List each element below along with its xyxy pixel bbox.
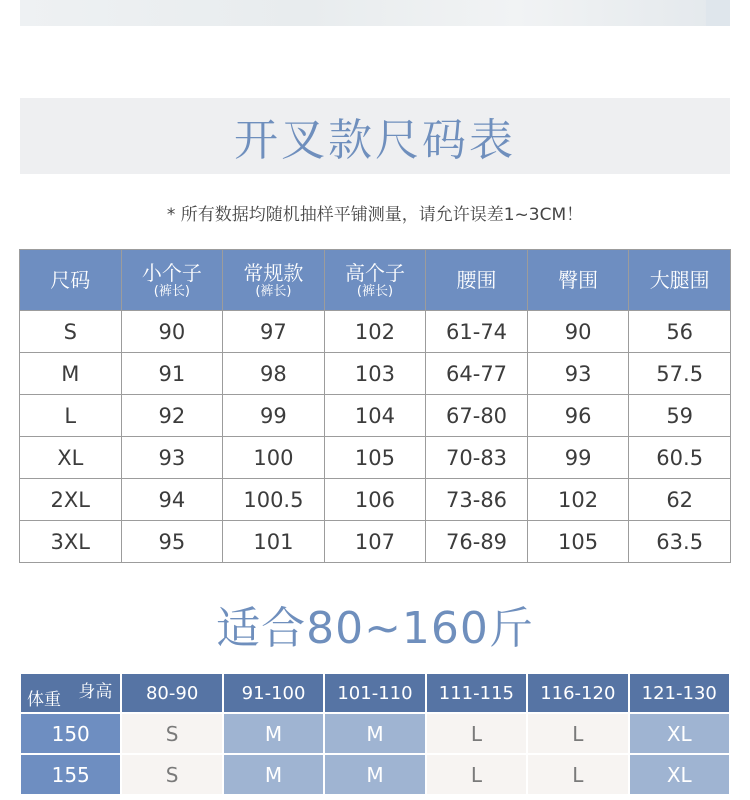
size-cell: XL xyxy=(629,713,730,754)
table-cell: 99 xyxy=(223,395,325,437)
table-cell: 62 xyxy=(629,479,731,521)
corner-height-label: 身高 xyxy=(78,682,113,702)
table-cell: 90 xyxy=(121,311,223,353)
table-cell: 70-83 xyxy=(426,437,528,479)
weight-row-header: 155 xyxy=(20,754,121,795)
size-header-row xyxy=(20,250,731,311)
table-cell: 63.5 xyxy=(629,521,731,563)
table-cell: 96 xyxy=(527,395,629,437)
table-row xyxy=(20,311,731,353)
table-cell: 92 xyxy=(121,395,223,437)
size-cell: L xyxy=(426,754,527,795)
weight-row-header: 150 xyxy=(20,713,121,754)
size-cell: L xyxy=(527,713,628,754)
height-column-header: 101-110 xyxy=(324,673,425,713)
table-row xyxy=(20,437,731,479)
height-header-row xyxy=(20,673,730,713)
table-cell: S xyxy=(20,311,122,353)
table-cell: 100 xyxy=(223,437,325,479)
header-waist: 腰围 xyxy=(426,250,528,311)
table-cell: 67-80 xyxy=(426,395,528,437)
table-cell: 94 xyxy=(121,479,223,521)
weight-row xyxy=(20,754,730,795)
table-cell: 100.5 xyxy=(223,479,325,521)
height-column-header: 91-100 xyxy=(223,673,324,713)
size-cell: S xyxy=(121,754,222,795)
height-column-header: 111-115 xyxy=(426,673,527,713)
table-cell: 93 xyxy=(527,353,629,395)
table-row xyxy=(20,479,731,521)
height-column-header: 80-90 xyxy=(121,673,222,713)
table-cell: 61-74 xyxy=(426,311,528,353)
table-cell: 2XL xyxy=(20,479,122,521)
size-cell: S xyxy=(121,713,222,754)
table-cell: 99 xyxy=(527,437,629,479)
measurement-note: * 所有数据均随机抽样平铺测量，请允许误差1~3CM！ xyxy=(166,205,584,225)
table-cell: 59 xyxy=(629,395,731,437)
top-product-photo-strip xyxy=(20,0,730,26)
table-cell: 98 xyxy=(223,353,325,395)
table-row xyxy=(20,521,731,563)
title-band xyxy=(20,98,730,174)
table-cell: 56 xyxy=(629,311,731,353)
size-cell: XL xyxy=(629,754,730,795)
size-cell: L xyxy=(527,754,628,795)
table-cell: 76-89 xyxy=(426,521,528,563)
table-cell: 90 xyxy=(527,311,629,353)
table-cell: 106 xyxy=(324,479,426,521)
size-chart-table xyxy=(19,249,731,563)
table-cell: 95 xyxy=(121,521,223,563)
table-cell: 102 xyxy=(324,311,426,353)
weight-row xyxy=(20,713,730,754)
table-cell: 64-77 xyxy=(426,353,528,395)
table-cell: 107 xyxy=(324,521,426,563)
table-cell: 91 xyxy=(121,353,223,395)
corner-header xyxy=(20,673,121,713)
table-cell: 60.5 xyxy=(629,437,731,479)
height-column-header: 121-130 xyxy=(629,673,730,713)
header-hip: 臀围 xyxy=(527,250,629,311)
table-cell: XL xyxy=(20,437,122,479)
header-regular-length: 常规款 (裤长) xyxy=(223,250,325,311)
height-column-header: 116-120 xyxy=(527,673,628,713)
table-cell: M xyxy=(20,353,122,395)
photo-edge xyxy=(706,0,730,26)
size-cell: L xyxy=(426,713,527,754)
size-cell: M xyxy=(324,754,425,795)
table-cell: 73-86 xyxy=(426,479,528,521)
page-title: 开叉款尺码表 xyxy=(234,115,516,166)
table-row xyxy=(20,395,731,437)
table-cell: 3XL xyxy=(20,521,122,563)
table-cell: 97 xyxy=(223,311,325,353)
size-cell: M xyxy=(223,754,324,795)
weight-range-title: 适合80~160斤 xyxy=(216,603,534,654)
table-cell: 105 xyxy=(527,521,629,563)
header-size: 尺码 xyxy=(20,250,122,311)
corner-weight-label: 体重 xyxy=(27,690,61,710)
table-row xyxy=(20,353,731,395)
header-tall-length: 高个子 (裤长) xyxy=(324,250,426,311)
table-cell: 103 xyxy=(324,353,426,395)
size-cell: M xyxy=(324,713,425,754)
height-weight-table xyxy=(19,672,731,796)
table-cell: L xyxy=(20,395,122,437)
size-cell: M xyxy=(223,713,324,754)
table-cell: 101 xyxy=(223,521,325,563)
table-cell: 104 xyxy=(324,395,426,437)
header-thigh: 大腿围 xyxy=(629,250,731,311)
table-cell: 105 xyxy=(324,437,426,479)
table-cell: 102 xyxy=(527,479,629,521)
table-cell: 57.5 xyxy=(629,353,731,395)
table-cell: 93 xyxy=(121,437,223,479)
header-short-length: 小个子 (裤长) xyxy=(121,250,223,311)
